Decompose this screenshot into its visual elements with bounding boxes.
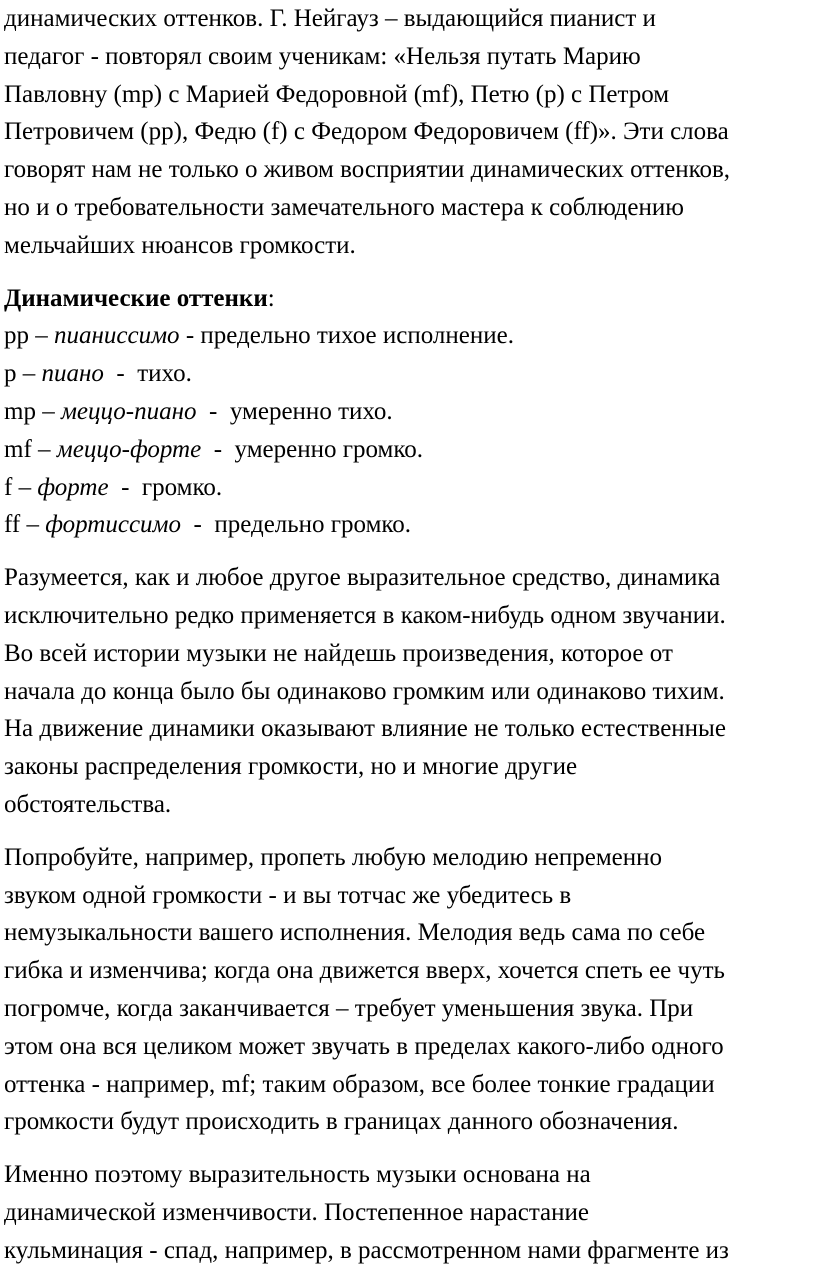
dynamic-abbr: pp — [4, 322, 29, 350]
paragraph-gap — [4, 544, 812, 559]
text-line: звуком одной громкости - и вы тотчас же убедитесь в — [4, 881, 572, 909]
paragraph-neuhaus-quote — [4, 0, 812, 265]
text-line: законы распределения громкости, но и многие другие — [4, 753, 578, 781]
text-line: но и о требовательности замечательного мастера к соблюдению — [4, 193, 684, 221]
dynamic-term: меццо-форте — [56, 435, 202, 463]
section-heading — [4, 280, 812, 318]
dynamic-item-f — [4, 469, 812, 507]
paragraph-gap — [4, 824, 812, 839]
text-line: Разумеется, как и любое другое выразительное средство, динамика — [4, 564, 721, 592]
dynamic-term: пиано — [41, 360, 104, 388]
dynamic-description: умеренно тихо. — [229, 397, 393, 425]
paragraph-expressiveness — [4, 1156, 812, 1269]
text-line: этом она вся целиком может звучать в пределах какого-либо одного — [4, 1032, 724, 1060]
text-line: оттенка - например, mf; таким образом, все более тонкие градации — [4, 1070, 715, 1098]
text-line: громкости будут происходить в границах данного обозначения. — [4, 1108, 679, 1136]
dynamic-separator: - — [103, 360, 138, 388]
dynamic-description: умеренно громко. — [234, 435, 423, 463]
text-line: Петровичем (pp), Федю (f) с Федором Федоровичем (ff)». Эти слова — [4, 118, 729, 146]
text-line: мельчайших нюансов громкости. — [4, 231, 356, 259]
text-line: немузыкальности вашего исполнения. Мелодия ведь сама по себе — [4, 919, 706, 947]
dynamic-abbr: f — [4, 473, 13, 501]
text-line: Именно поэтому выразительность музыки основана на — [4, 1161, 591, 1189]
dynamic-item-mf — [4, 431, 812, 469]
text-line: динамических оттенков. Г. Нейгауз – выдающийся пианист и — [4, 5, 656, 32]
dynamic-term: форте — [37, 473, 109, 501]
dynamic-term: меццо-пиано — [60, 397, 197, 425]
dynamic-item-p — [4, 355, 812, 393]
dynamic-separator: - — [179, 322, 201, 350]
text-line: На движение динамики оказывают влияние не только естественные — [4, 715, 726, 743]
text-line: Павловну (mp) с Марией Федоровной (mf), Петю (p) с Петром — [4, 80, 670, 108]
text-line: педагог - повторял своим ученикам: «Нельзя путать Марию — [4, 42, 641, 70]
text-line: Попробуйте, например, пропеть любую мелодию непременно — [4, 843, 663, 871]
heading-colon: : — [267, 284, 275, 312]
paragraph-gap — [4, 265, 812, 280]
dynamic-description: предельно тихое исполнение. — [200, 322, 514, 350]
dynamic-description: предельно громко. — [214, 511, 412, 539]
dynamic-term: пианиссимо — [54, 322, 180, 350]
document-page — [4, 0, 812, 1270]
dynamic-description: тихо. — [137, 360, 192, 388]
dynamic-term: фортиссимо — [45, 511, 181, 539]
paragraph-gap — [4, 1141, 812, 1156]
heading-text: Динамические оттенки — [4, 284, 268, 312]
text-line: начала до конца было бы одинаково громким или одинаково тихим. — [4, 677, 725, 705]
dynamic-separator: - — [181, 511, 215, 539]
text-line: динамической изменчивости. Постепенное нарастание — [4, 1198, 589, 1226]
dynamic-separator: - — [196, 397, 230, 425]
paragraph-dynamics-usage — [4, 559, 812, 824]
dynamic-dash: – — [20, 511, 46, 539]
paragraph-melody-example — [4, 839, 812, 1141]
text-line: обстоятельства. — [4, 790, 172, 818]
dynamic-dash: – — [29, 322, 54, 350]
dynamic-item-pp — [4, 317, 812, 355]
dynamic-dash: – — [31, 435, 57, 463]
dynamic-abbr: p — [4, 360, 17, 388]
dynamic-description: громко. — [141, 473, 223, 501]
dynamic-separator: - — [201, 435, 235, 463]
dynamics-section — [4, 280, 812, 545]
text-line: Во всей истории музыки не найдешь произведения, которое от — [4, 639, 673, 667]
dynamic-abbr: mp — [4, 397, 36, 425]
dynamic-item-mp — [4, 393, 812, 431]
dynamic-abbr: ff — [4, 511, 21, 539]
dynamic-abbr: mf — [4, 435, 32, 463]
text-line: гибка и изменчива; когда она движется вверх, хочется спеть ее чуть — [4, 957, 725, 985]
dynamic-item-ff — [4, 506, 812, 544]
dynamic-dash: – — [16, 360, 42, 388]
text-line: погромче, когда заканчивается – требует уменьшения звука. При — [4, 994, 694, 1022]
dynamic-dash: – — [12, 473, 38, 501]
dynamic-dash: – — [35, 397, 61, 425]
text-line: кульминация - спад, например, в рассмотренном нами фрагменте из — [4, 1236, 729, 1264]
dynamic-separator: - — [108, 473, 142, 501]
text-line: исключительно редко применяется в каком-нибудь одном звучании. — [4, 601, 726, 629]
text-line: говорят нам не только о живом восприятии динамических оттенков, — [4, 156, 731, 184]
